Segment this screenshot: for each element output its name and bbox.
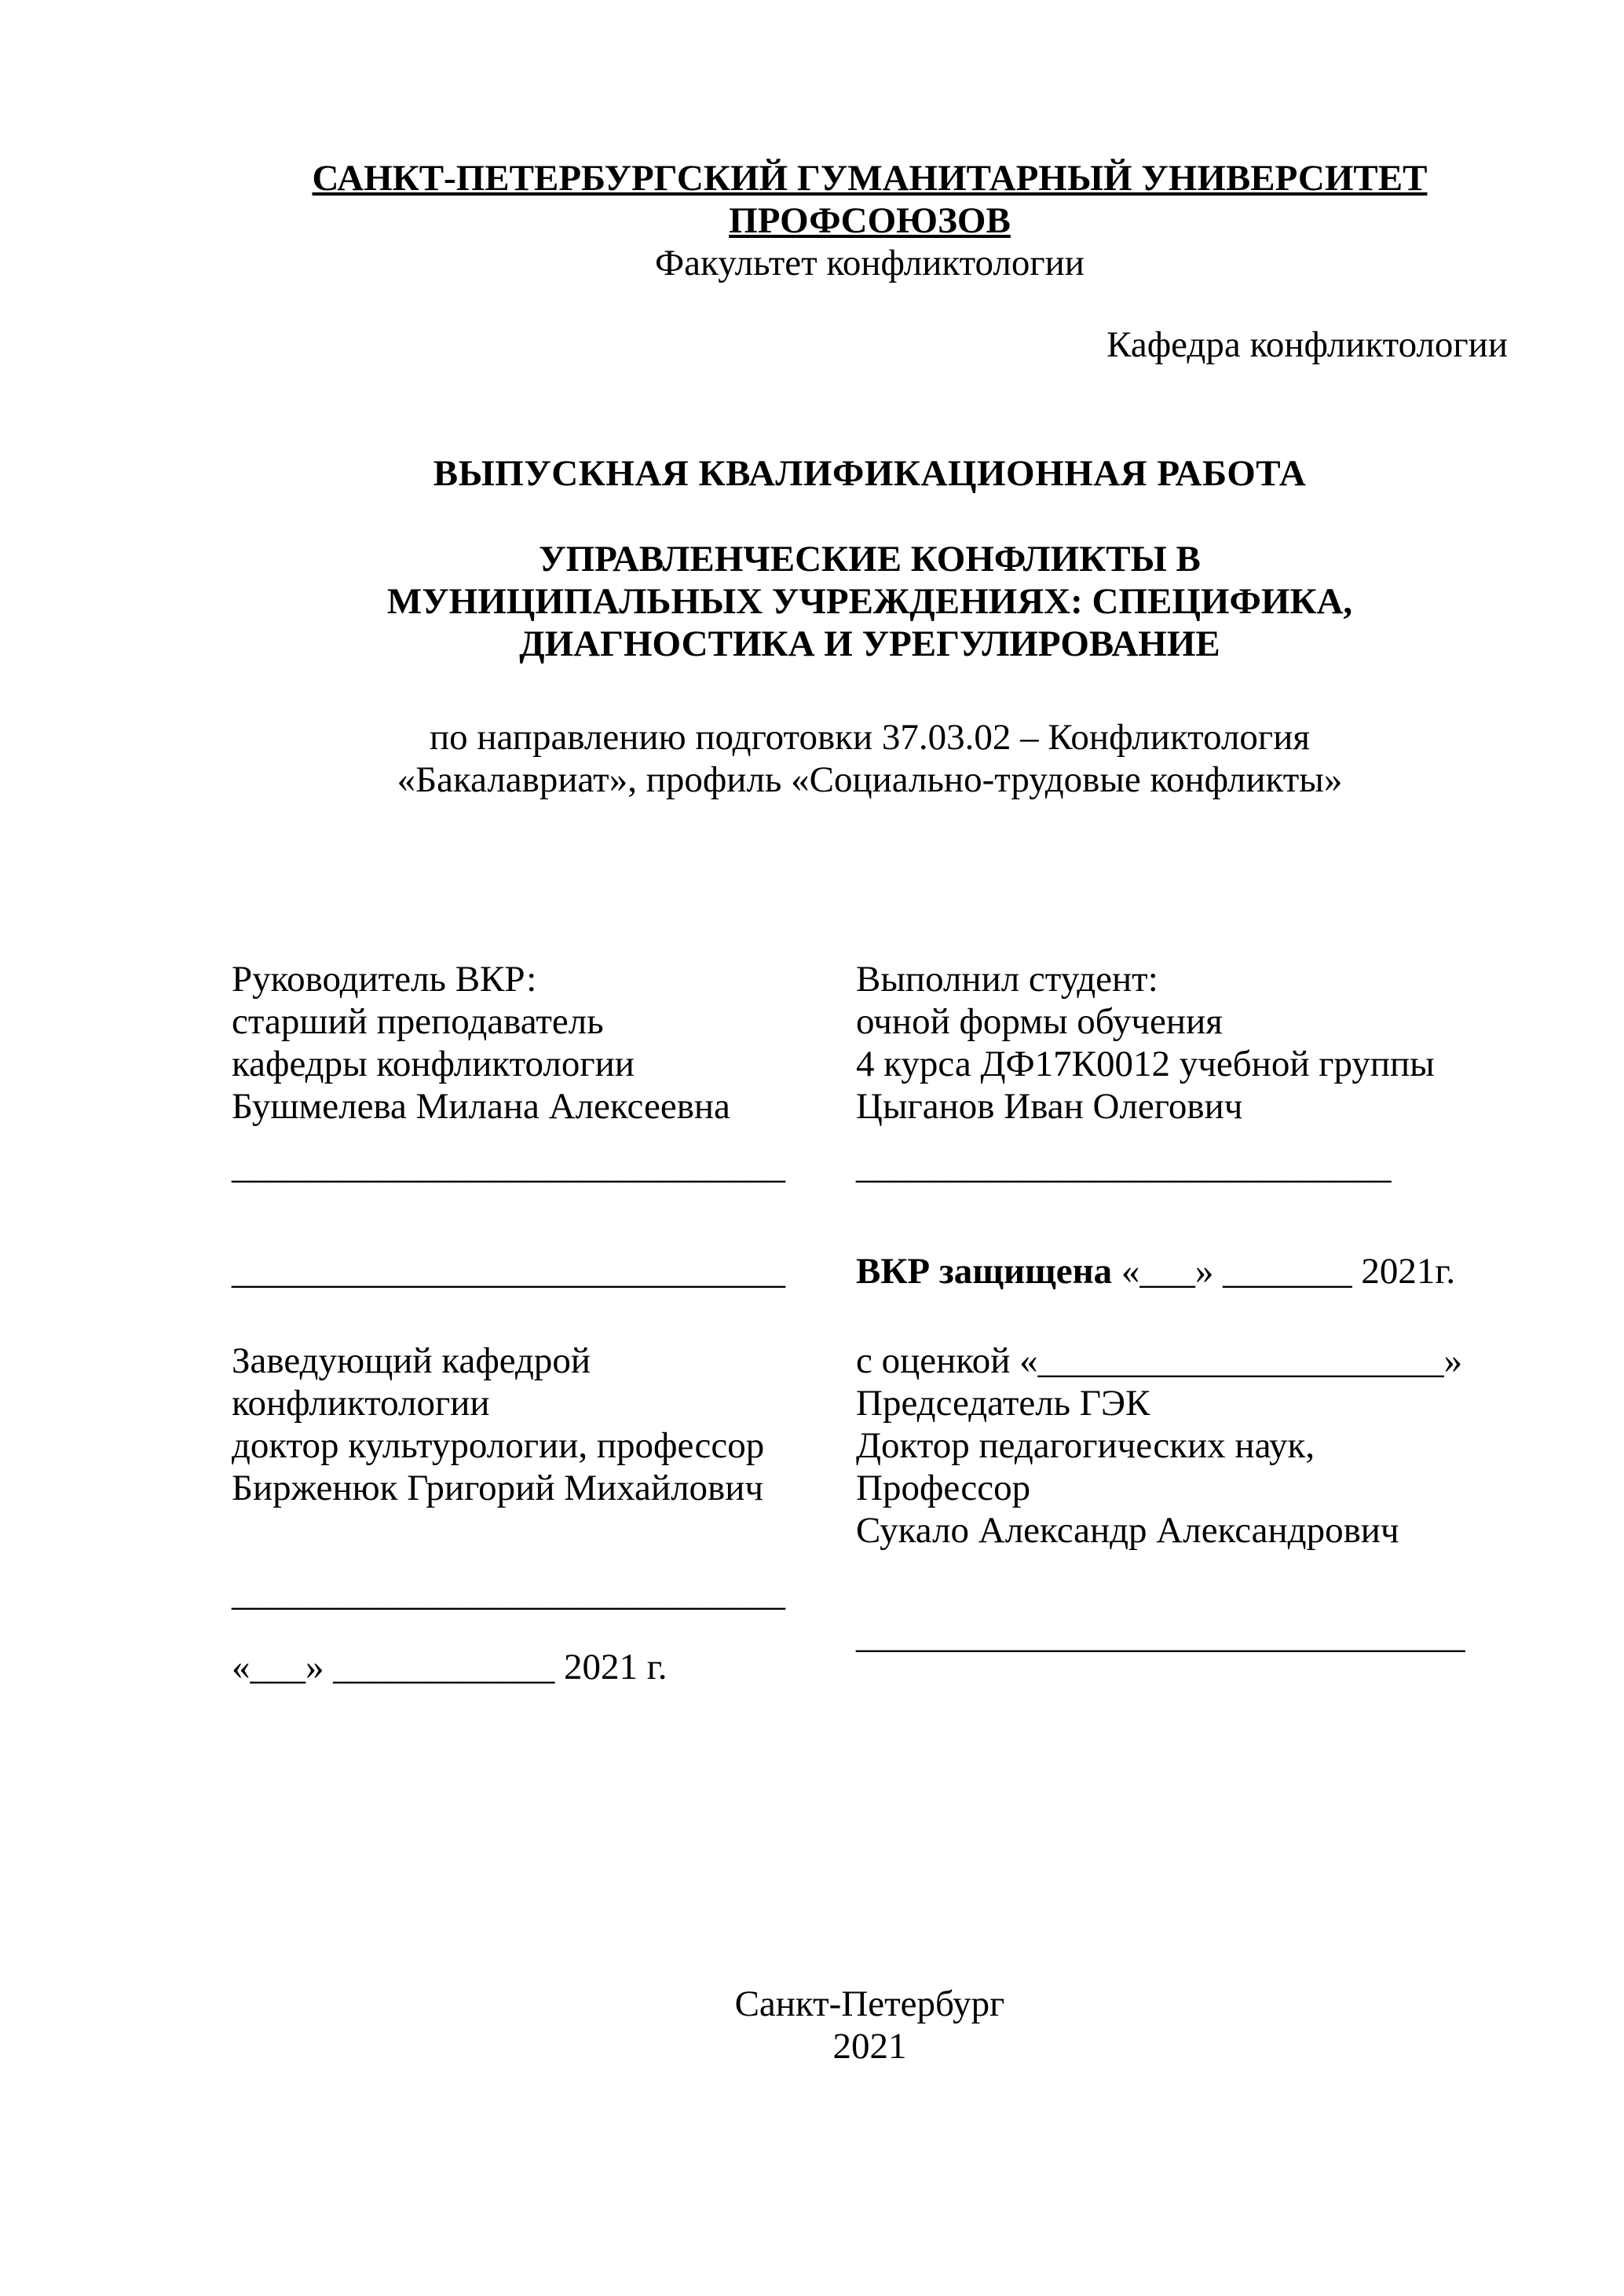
right-column: [856, 958, 1508, 1688]
defense-label-bold: ВКР защищена: [856, 1251, 1113, 1292]
department-name: Кафедра конфликтологии: [1106, 324, 1508, 365]
student-info-1: очной формы обучения: [856, 1001, 1223, 1042]
head-name: Бирженюк Григорий Михайлович: [232, 1468, 764, 1508]
grade-line: с оценкой «______________________»: [856, 1340, 1463, 1381]
program-line-1: по направлению подготовки 37.03.02 – Конфликтология: [430, 717, 1310, 758]
student-info-2: 4 курса ДФ17К0012 учебной группы: [856, 1044, 1435, 1084]
city: Санкт-Петербург: [734, 1983, 1005, 2024]
supervisor-name: Бушмелева Милана Алексеевна: [232, 1086, 730, 1127]
work-type-heading: ВЫПУСКНАЯ КВАЛИФИКАЦИОННАЯ РАБОТА: [433, 453, 1307, 494]
defense-label-rest: «___» _______ 2021г.: [1112, 1251, 1456, 1292]
thesis-title: УПРАВЛЕНЧЕСКИЕ КОНФЛИКТЫ В МУНИЦИПАЛЬНЫХ УЧРЕЖДЕНИЯХ: СПЕЦИФИКА, ДИАГНОСТИКА И УРЕГУЛИРОВАНИЕ: [386, 539, 1353, 664]
footer: [232, 1983, 1508, 2067]
student-signature-line: _____________________________: [856, 1146, 1392, 1186]
chair-signature-line: _________________________________: [856, 1615, 1465, 1656]
head-title-3: доктор культурологии, профессор: [232, 1425, 765, 1466]
supervisor-position-1: старший преподаватель: [232, 1001, 604, 1042]
head-signature-line-top: ______________________________: [232, 1251, 785, 1292]
student-name: Цыганов Иван Олегович: [856, 1086, 1243, 1127]
faculty-name: Факультет конфликтологии: [655, 243, 1084, 283]
supervisor-label: Руководитель ВКР:: [232, 959, 537, 1000]
chair-title-2: Доктор педагогических наук,: [856, 1425, 1315, 1466]
head-date-line: «___» ____________ 2021 г.: [232, 1647, 668, 1687]
head-signature-line: ______________________________: [232, 1573, 785, 1614]
program-line-2: «Бакалавриат», профиль «Социально-трудовые конфликты»: [397, 759, 1343, 800]
university-name: САНКТ-ПЕТЕРБУРГСКИЙ ГУМАНИТАРНЫЙ УНИВЕРСИТЕТ ПРОФСОЮЗОВ: [312, 158, 1428, 241]
head-title-1: Заведующий кафедрой: [232, 1340, 591, 1381]
year: 2021: [832, 2026, 907, 2067]
defense-line: [856, 1250, 1508, 1292]
chair-title-1: Председатель ГЭК: [856, 1383, 1150, 1424]
left-column: [232, 958, 825, 1688]
head-title-2: конфликтологии: [232, 1383, 490, 1424]
signature-section: [232, 958, 1508, 1688]
supervisor-position-2: кафедры конфликтологии: [232, 1044, 635, 1084]
chair-name: Сукало Александр Александрович: [856, 1510, 1399, 1551]
chair-title-3: Профессор: [856, 1468, 1031, 1508]
student-label: Выполнил студент:: [856, 959, 1158, 1000]
supervisor-signature-line: ______________________________: [232, 1146, 785, 1186]
